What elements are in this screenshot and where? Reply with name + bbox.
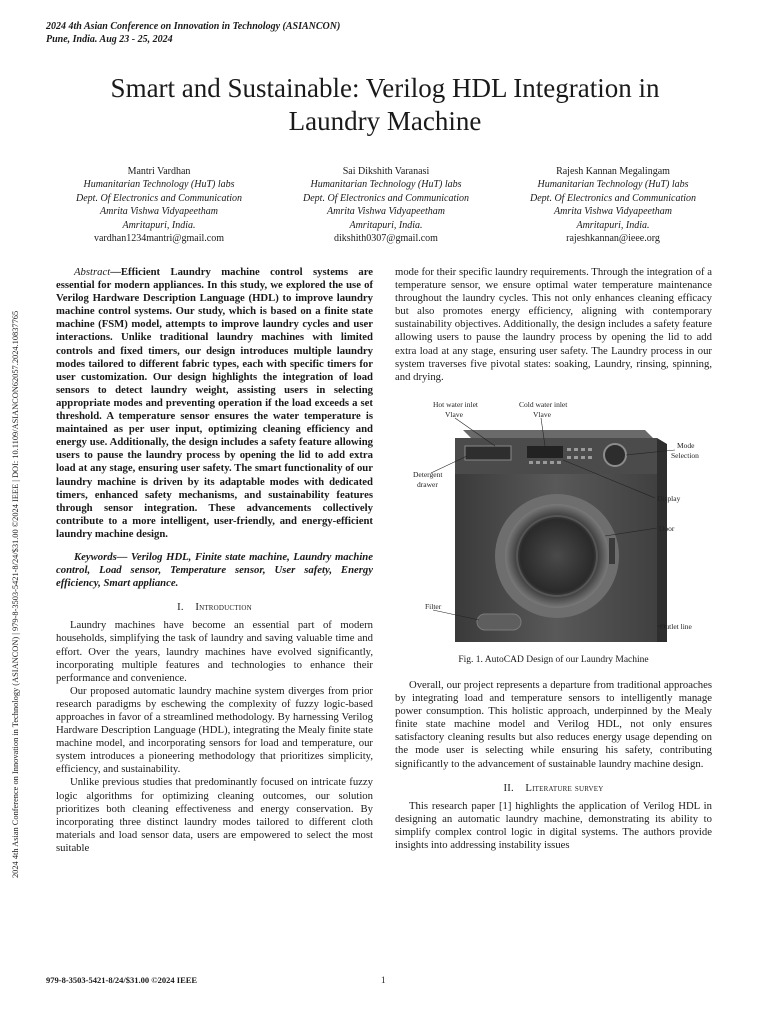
author-email: rajeshkannan@ieee.org [566, 233, 660, 245]
author-2 [275, 165, 497, 245]
author-university: Amrita Vishwa Vidyapeetham [554, 206, 672, 218]
abstract-label: Abstract [74, 266, 111, 278]
author-city: Amritapuri, India. [122, 219, 196, 231]
intro-paragraph-2: Our proposed automatic laundry machine system diverges from prior research paradigms by eschewing the complexity of fuzzy logic-based approaches in favor of a streamlined methodology. By harnessing Verilog Hardware Description Language (HDL), integrating the Mealy finite state machine model, and incorporating sensors for load and temperature, our system introduces a pioneering methodology that prioritizes simplicity, efficiency, and sustainability. [56, 684, 373, 776]
author-3 [502, 165, 724, 245]
figure-caption: Fig. 1. AutoCAD Design of our Laundry Machine [458, 654, 649, 665]
right-paragraph-2: Overall, our project represents a departure from traditional approaches by integrating load and temperature sensors to intelligently manage power consumption. This holistic approach, underpinned by the Mealy finite state machine model and Verilog HDL, not only ensures satisfactory cleaning results but also reduces energy usage depending on the mode user is selecting while ensuring his safety, contributing significantly to the advancement of sustainable laundry machine design. [395, 678, 712, 770]
right-column [395, 266, 712, 852]
detergent-drawer [465, 446, 511, 460]
figure-label-selection: Selection [671, 450, 699, 460]
doi-sidebar [10, 158, 24, 878]
author-university: Amrita Vishwa Vidyapeetham [327, 206, 445, 218]
figure-label-outlet: Outlet line [660, 621, 692, 631]
figure-label-display: Display [657, 493, 681, 503]
page-number: 1 [381, 975, 386, 985]
intro-paragraph-3: Unlike previous studies that predominantly focused on intricate fuzzy logic algorithms for optimizing cleaning outcomes, our solution prioritizes both cleaning effectiveness and energy conservation. By incorporating three distinct laundry modes tailored to different cloth materials and load sensor data, users are empowered to select the most suitable [56, 776, 373, 854]
figure-1 [395, 398, 712, 648]
author-city: Amritapuri, India. [349, 219, 423, 231]
door-handle [609, 538, 615, 564]
author-university: Amrita Vishwa Vidyapeetham [100, 206, 218, 218]
figure-label-mode: Mode [677, 440, 695, 450]
title-line-1: Smart and Sustainable: Verilog HDL Integration in [110, 73, 660, 103]
doi-sidebar-text: 2024 4th Asian Conference on Innovation in Technology (ASIANCON) | 979-8-3503-5421-8/24/$31.00 ©2024 IEEE | DOI: 10.1109/ASIANCON62057.2024.10837765 [11, 310, 20, 878]
mode-dial [604, 444, 626, 466]
figure-label-door: Door [659, 523, 675, 533]
author-block [48, 165, 724, 245]
title-line-2: Laundry Machine [288, 106, 482, 136]
keywords: Keywords— Verilog HDL, Finite state machine, Laundry machine control, Load sensor, Temperature sensor, User safety, Energy efficiency, Smart appliance. [56, 550, 373, 590]
author-city: Amritapuri, India. [576, 219, 650, 231]
author-name: Rajesh Kannan Megalingam [556, 166, 670, 177]
figure-label-filter: Filter [425, 601, 442, 611]
author-dept: Dept. Of Electronics and Communication [76, 192, 242, 204]
author-lab: Humanitarian Technology (HuT) labs [83, 179, 235, 191]
figure-label-hot-valve: Vlave [445, 409, 463, 419]
intro-paragraph-1: Laundry machines have become an essential part of modern households, simplifying the task of laundry and saving valuable time and effort. Over the years, laundry machines have evolved significantly, incorporating multiple features and technologies to enhance their performance and convenience. [56, 619, 373, 684]
figure-label-cold-inlet: Cold water inlet [519, 399, 568, 409]
author-lab: Humanitarian Technology (HuT) labs [310, 179, 462, 191]
figure-label-drawer: drawer [417, 479, 438, 489]
author-email: vardhan1234mantri@gmail.com [93, 233, 224, 245]
section-heading-introduction [56, 601, 373, 614]
washing-machine-illustration [395, 398, 712, 648]
conference-name: 2024 4th Asian Conference on Innovation in Technology (ASIANCON) [46, 21, 341, 32]
abstract-text: —Efficient Laundry machine control systems are essential for modern appliances. In this study, we explored the use of Verilog Hardware Description Language (HDL) to improve laundry machine control systems. Our study, which is based on a finite state machine (FSM) model, attempts to improve laundry cycles and user interactions. Unlike traditional laundry machines with limited controls and fixed timers, our design introduces multiple laundry modes tailored to different fabric types, each with specific timers for user customization. Our design highlights the integration of load sensors to detect laundry weight, assisting users in selecting appropriate modes and preventing operation if the load exceeds a set threshold. A temperature sensor ensures the water temperature is maintained as per user input, optimizing cleaning efficiency and energy use. Additionally, the design includes a safety feature allowing users to pause the laundry process by opening the lid to add extra load at any stage, ensuring user safety. The smart functionality of our laundry machine is driven by its adaptable modes with dedicated timers, enhanced safety mechanisms, and sustainability features through sensor integration. These advancements collectively contribute to a more intelligent, user-friendly, and energy-efficient laundry machine design. [56, 266, 373, 540]
author-dept: Dept. Of Electronics and Communication [530, 192, 696, 204]
figure-label-detergent: Detergent [413, 469, 443, 479]
conference-header [46, 20, 340, 46]
machine-side [657, 438, 667, 642]
author-name: Mantri Vardhan [127, 166, 191, 177]
display-panel [527, 446, 563, 458]
figure-label-cold-valve: Vlave [533, 409, 551, 419]
right-paragraph-3: This research paper [1] highlights the application of Verilog HDL in designing an automatic laundry machine, demonstrating its ability to simplify complex control logic in digital systems. The authors provide insights into addressing instability issues [395, 799, 712, 851]
author-lab: Humanitarian Technology (HuT) labs [537, 179, 689, 191]
section-title: Introduction [195, 601, 252, 614]
section-number: II. [503, 781, 514, 794]
paper-title [40, 72, 730, 138]
right-paragraph-1: mode for their specific laundry requirements. Through the integration of a temperature sensor, we ensure optimal water temperature maintenance throughout the laundry cycles. This not only enhances cleaning efficacy but also promotes energy efficiency, aligning with contemporary sustainability objectives. Additionally, the design includes a safety feature allowing users to pause the laundry process by opening the lid to add extra load at any stage, ensuring user safety. The Laundry process in our system traverses five pivotal states: soaking, Laundry, rinsing, spinning, and drying. [395, 266, 712, 383]
footer-isbn: 979-8-3503-5421-8/24/$31.00 ©2024 IEEE [46, 975, 198, 985]
section-number: I. [177, 601, 184, 614]
filter-cover [477, 614, 521, 630]
figure-label-hot-inlet: Hot water inlet [433, 399, 478, 409]
left-column [56, 266, 373, 855]
author-1 [48, 165, 270, 245]
section-heading-literature [395, 782, 712, 795]
section-title: Literature survey [525, 781, 604, 794]
conference-location: Pune, India. Aug 23 - 25, 2024 [46, 34, 173, 45]
author-dept: Dept. Of Electronics and Communication [303, 192, 469, 204]
abstract [56, 266, 373, 541]
author-email: dikshith0307@gmail.com [334, 233, 438, 245]
door-glass [505, 504, 609, 608]
author-name: Sai Dikshith Varanasi [342, 166, 430, 177]
